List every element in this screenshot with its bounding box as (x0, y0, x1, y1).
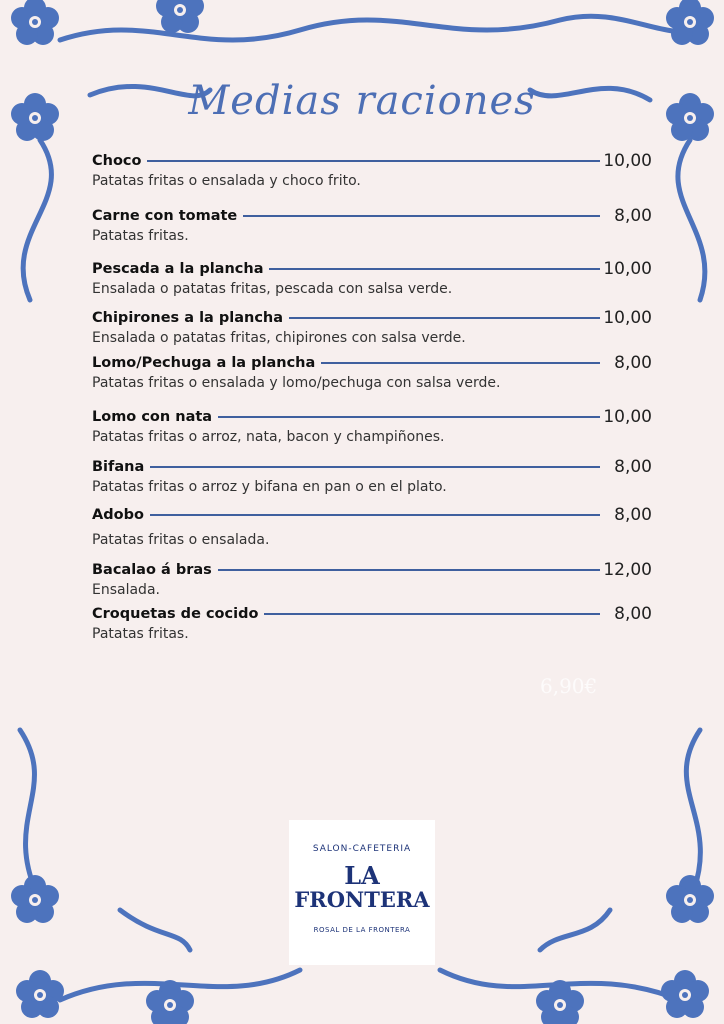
item-description: Ensalada. (92, 582, 160, 598)
restaurant-logo (289, 820, 435, 965)
item-name: Bifana (92, 459, 145, 475)
menu-item (92, 353, 652, 393)
menu-item (92, 151, 652, 191)
item-description: Patatas fritas. (92, 626, 189, 642)
item-price: 8,00 (614, 206, 652, 226)
leader-line (218, 416, 600, 418)
leader-line (289, 317, 600, 319)
item-name: Carne con tomate (92, 208, 238, 224)
logo-line2: FRONTERA (294, 887, 430, 912)
menu-item (92, 505, 652, 548)
item-description: Ensalada o patatas fritas, chipirones con salsa verde. (92, 330, 466, 346)
item-description: Patatas fritas. (92, 228, 189, 244)
section-title: Medias raciones (188, 78, 536, 124)
item-description: Patatas fritas o ensalada y lomo/pechuga con salsa verde. (92, 375, 501, 391)
item-price: 10,00 (603, 407, 652, 427)
item-description: Patatas fritas o ensalada y choco frito. (92, 173, 361, 189)
menu-item (92, 206, 652, 246)
menu-item (92, 457, 652, 497)
faint-price-text: 6,90€ (540, 674, 598, 698)
item-description: Patatas fritas o arroz, nata, bacon y champiñones. (92, 429, 445, 445)
item-price: 8,00 (614, 604, 652, 624)
leader-line (243, 215, 600, 217)
item-name: Pescada a la plancha (92, 261, 264, 277)
item-description: Ensalada o patatas fritas, pescada con salsa verde. (92, 281, 453, 297)
menu-item (92, 560, 652, 600)
leader-line (264, 613, 600, 615)
item-description: Patatas fritas o ensalada. (92, 532, 270, 548)
item-name: Adobo (92, 507, 144, 523)
logo-bottom-text: ROSAL DE LA FRONTERA (313, 926, 411, 934)
leader-line (150, 466, 600, 468)
leader-line (321, 362, 600, 364)
item-name: Chipirones a la plancha (92, 310, 284, 326)
menu-item (92, 259, 652, 299)
leader-line (218, 569, 600, 571)
item-price: 8,00 (614, 353, 652, 373)
item-description: Patatas fritas o arroz y bifana en pan o en el plato. (92, 479, 447, 495)
item-name: Lomo/Pechuga a la plancha (92, 355, 316, 371)
logo-top-text: SALON-CAFETERIA (312, 844, 412, 854)
item-price: 8,00 (614, 457, 652, 477)
leader-line (147, 160, 600, 162)
item-price: 8,00 (614, 505, 652, 525)
item-price: 10,00 (603, 259, 652, 279)
item-price: 10,00 (603, 151, 652, 171)
menu-item (92, 308, 652, 348)
item-name: Bacalao á bras (92, 562, 212, 578)
logo-line1: LA (344, 861, 380, 890)
menu-item (92, 407, 652, 447)
item-price: 12,00 (603, 560, 652, 580)
menu-item (92, 604, 652, 644)
item-name: Choco (92, 153, 142, 169)
leader-line (269, 268, 600, 270)
leader-line (150, 514, 600, 516)
item-price: 10,00 (603, 308, 652, 328)
item-name: Croquetas de cocido (92, 606, 259, 622)
item-name: Lomo con nata (92, 409, 213, 425)
